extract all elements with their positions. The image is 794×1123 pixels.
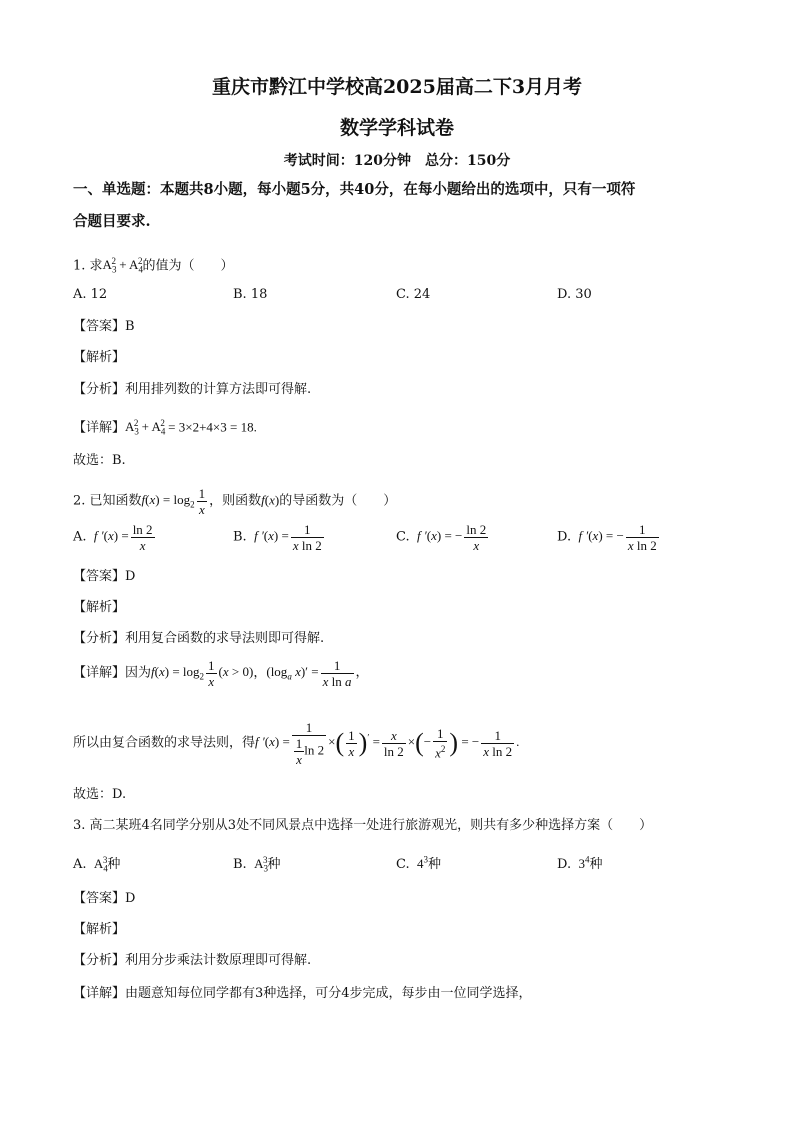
q3-answer: 【答案】D [73, 891, 136, 906]
q2-option-a-formula: f ′(x) = $\frac{\ln 2}{x}$ [90, 522, 153, 553]
q2-chain-rule-formula: f ′(x) = 1 $\frac{1}{x}$ ln 2 ×( $\frac{1}{x}$ )′ = $\frac{x}{\ln 2}$ ×(− $\frac{1}{x^2}$ ) = − $\frac{1}{\text{x ln 2}}$ . [255, 719, 520, 767]
q1-xiangjie-label: 【详解】 [73, 420, 126, 436]
q2-xiangjie-fx: $f(x) = \log_2$ $\frac{1}{x}$ (x > 0) [151, 658, 254, 689]
q2-option-b [233, 522, 326, 553]
q2-option-a-label: A. [73, 529, 87, 545]
q1-prefix: 1. 求 [73, 258, 103, 274]
q3-option-a [73, 853, 120, 874]
q3-option-a-label: A. [73, 857, 87, 872]
q2-function-def: $f(x) = \log_2$ $\frac{1}{x}$ [141, 486, 206, 517]
question-2-stem [73, 486, 396, 517]
q3-option-d [557, 853, 603, 872]
q2-jiexi: 【解析】 [73, 600, 126, 615]
q3-option-c-label: C. [396, 857, 410, 872]
q3-option-c [396, 853, 441, 872]
q3-option-a-formula: $A_4^3$ [90, 854, 108, 874]
q2-answer: 【答案】D [73, 569, 136, 584]
q1-conclusion: 故选：B. [73, 453, 126, 468]
q2-middle: ，则函数 [209, 493, 262, 509]
section-heading-cont: 合题目要求. [73, 213, 151, 230]
q2-option-c-label: C. [396, 529, 410, 545]
q1-xiangjie-result: = 3×2+4×3 = 18. [168, 419, 257, 435]
q1-option-c: C. 24 [396, 287, 431, 302]
q2-xiangjie-line1 [73, 658, 369, 689]
q1-suffix: 的值为（ ） [142, 258, 234, 274]
q2-option-d-label: D. [557, 529, 572, 545]
q3-option-c-formula: $4^3$ [413, 854, 429, 871]
q2-line2-prefix: 所以由复合函数的求导法则，得 [73, 735, 256, 751]
section-heading: 一、单选题：本题共8小题，每小题5分，共40分，在每小题给出的选项中，只有一项符 [73, 181, 636, 198]
exam-subtitle: 数学学科试卷 [339, 117, 454, 139]
q3-option-a-unit: 种 [107, 857, 121, 872]
q1-option-a: A. 12 [73, 287, 108, 302]
q1-option-d: D. 30 [557, 287, 592, 302]
q2-option-b-label: B. [233, 529, 247, 545]
q2-fenxi: 【分析】利用复合函数的求导法则即可得解. [73, 631, 325, 646]
q3-option-c-unit: 种 [428, 857, 442, 872]
q1-formula: $A_3^2 + A_4^2$ [102, 256, 143, 275]
exam-title: 重庆市黔江中学校高2025届高二下3月月考 [211, 76, 583, 98]
question-3-stem: 3. 高二某班4名同学分别从3处不同风景点中选择一处进行旅游观光，则共有多少种选择方案（ ） [73, 818, 653, 833]
question-1-stem [73, 252, 233, 279]
q2-log-derivative: ($\log_a$ x)′ = $\frac{1}{\text{x ln a}}$ ， [266, 658, 369, 689]
q2-fx: f(x) [261, 492, 280, 508]
q2-option-b-formula: f ′(x) = $\frac{1}{\text{x ln 2}}$ [250, 522, 322, 553]
q2-prefix: 2. 已知函数 [73, 493, 142, 509]
q3-option-b-label: B. [233, 857, 247, 872]
q1-jiexi: 【解析】 [73, 350, 126, 365]
q2-option-d [557, 522, 661, 553]
q3-jiexi: 【解析】 [73, 922, 126, 937]
q3-xiangjie: 【详解】由题意知每位同学都有3种选择，可分4步完成，每步由一位同学选择， [73, 986, 532, 1001]
q2-option-c-formula: f ′(x) = − $\frac{\ln 2}{x}$ [413, 522, 487, 553]
q1-xiangjie-formula: $A_3^2 + A_4^2$ [125, 418, 166, 437]
q2-conclusion: 故选：D. [73, 787, 127, 802]
q2-option-c [396, 522, 490, 553]
q3-option-d-formula: $3^4$ [575, 854, 590, 871]
q3-option-b-unit: 种 [267, 857, 281, 872]
q2-sep: ， [253, 665, 267, 681]
q1-xiangjie [73, 414, 257, 441]
q3-option-d-label: D. [557, 857, 572, 872]
q1-answer: 【答案】B [73, 319, 135, 334]
q2-option-a [73, 522, 157, 553]
q3-option-b-formula: $A_3^3$ [250, 854, 268, 874]
q3-fenxi: 【分析】利用分步乘法计数原理即可得解. [73, 953, 312, 968]
q2-option-d-formula: f ′(x) = − $\frac{1}{\text{x ln 2}}$ [575, 522, 657, 553]
q2-xiangjie-label: 【详解】因为 [73, 665, 152, 681]
q1-option-b: B. 18 [233, 287, 268, 302]
q2-xiangjie-line2 [73, 710, 519, 771]
q3-option-d-unit: 种 [589, 857, 603, 872]
q2-suffix: 的导函数为（ ） [279, 493, 397, 509]
q3-option-b [233, 853, 280, 874]
q1-fenxi: 【分析】利用排列数的计算方法即可得解. [73, 382, 312, 397]
exam-info: 考试时间：120分钟 总分：150分 [283, 153, 511, 169]
